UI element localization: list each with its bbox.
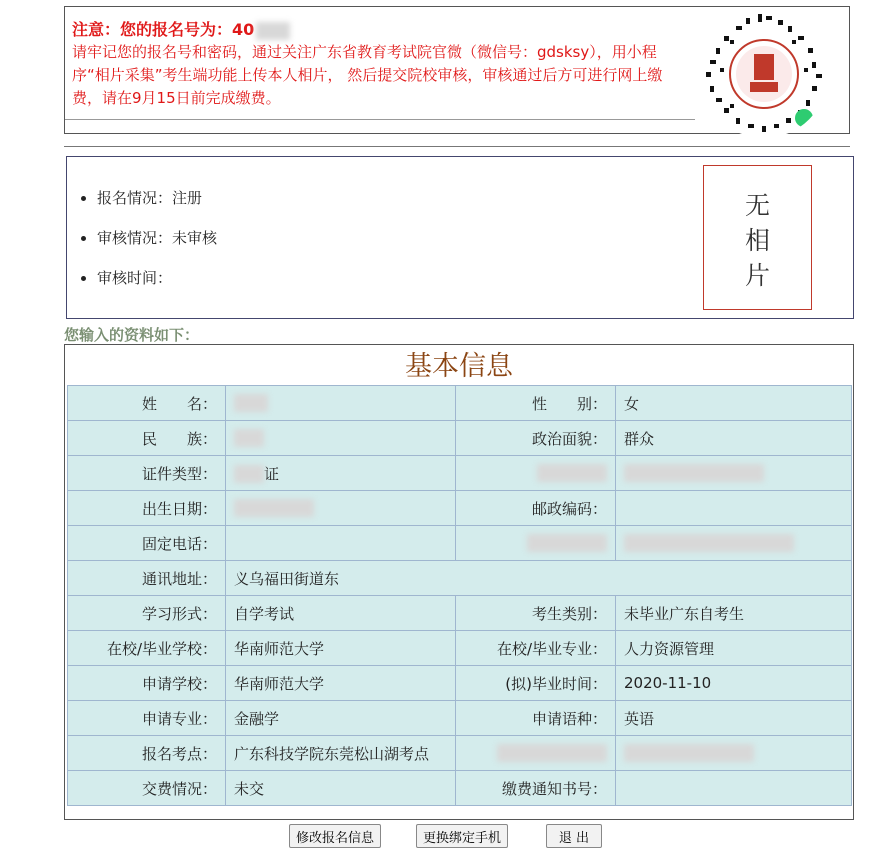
modify-registration-button[interactable]: 修改报名信息: [289, 824, 381, 848]
table-row: [68, 491, 852, 526]
table-row: [68, 631, 852, 666]
table-row: [68, 526, 852, 561]
registration-status-panel: [66, 156, 854, 319]
status-registration: • 报名情况：注册: [97, 175, 217, 215]
label-graduation-time: (拟)毕业时间：: [456, 666, 616, 701]
exit-button[interactable]: 退 出: [546, 824, 602, 848]
table-row: [68, 701, 852, 736]
table-row: [68, 736, 852, 771]
value-mobile: [616, 526, 852, 561]
label-school: 在校/毕业学校：: [68, 631, 226, 666]
value-graduation-time: 2020-11-10: [616, 666, 852, 701]
label-payment-notice: 缴费通知书号：: [456, 771, 616, 806]
value-postcode: [616, 491, 852, 526]
value-school: 华南师范大学: [226, 631, 456, 666]
label-address: 通讯地址：: [68, 561, 226, 596]
change-phone-button[interactable]: 更换绑定手机: [416, 824, 508, 848]
value-birthdate: [226, 491, 456, 526]
notice-divider: [65, 119, 695, 120]
value-candidate-type: 未毕业广东自考生: [616, 596, 852, 631]
label-political: 政治面貌：: [456, 421, 616, 456]
basic-info-panel: [64, 344, 854, 820]
status-review: • 审核情况：未审核: [97, 215, 217, 255]
data-intro-heading: 您输入的资料如下：: [64, 326, 200, 344]
label-apply-school: 申请学校：: [68, 666, 226, 701]
notice-body: 请牢记您的报名号和密码，通过关注广东省教育考试院官微（微信号：gdsksy），用小程序“相片采集”考生端功能上传本人相片， 然后提交院校审核，审核通过后方可进行网上缴费，请在9月15日前完成缴费。: [72, 43, 663, 107]
label-name: 姓 名：: [68, 386, 226, 421]
value-study-form: 自学考试: [226, 596, 456, 631]
no-photo-placeholder: 无 相 片: [703, 165, 812, 310]
registration-number-heading: 注意：您的报名号为：40: [72, 17, 290, 40]
label-exam-site-code: [456, 736, 616, 771]
label-birthdate: 出生日期：: [68, 491, 226, 526]
value-payment-status: 未交: [226, 771, 456, 806]
label-candidate-type: 考生类别：: [456, 596, 616, 631]
label-gender: 性 别：: [456, 386, 616, 421]
label-id-number: [456, 456, 616, 491]
table-row: [68, 596, 852, 631]
basic-info-title: 基本信息: [405, 351, 513, 382]
table-row: [68, 421, 852, 456]
value-id-number: [616, 456, 852, 491]
label-exam-site: 报名考点：: [68, 736, 226, 771]
basic-info-table: [67, 385, 852, 806]
label-id-type: 证件类型：: [68, 456, 226, 491]
table-row: [68, 386, 852, 421]
wechat-miniprogram-qr-icon: [700, 10, 828, 138]
table-row: [68, 561, 852, 596]
table-row: [68, 456, 852, 491]
value-payment-notice: [616, 771, 852, 806]
value-landline: [226, 526, 456, 561]
label-study-form: 学习形式：: [68, 596, 226, 631]
value-language: 英语: [616, 701, 852, 736]
value-apply-school: 华南师范大学: [226, 666, 456, 701]
label-apply-major: 申请专业：: [68, 701, 226, 736]
value-exam-site-code: [616, 736, 852, 771]
label-landline: 固定电话：: [68, 526, 226, 561]
status-review-time: • 审核时间：: [97, 255, 217, 295]
value-major: 人力资源管理: [616, 631, 852, 666]
table-row: [68, 666, 852, 701]
value-ethnicity: [226, 421, 456, 456]
label-major: 在校/毕业专业：: [456, 631, 616, 666]
value-apply-major: 金融学: [226, 701, 456, 736]
label-mobile: [456, 526, 616, 561]
label-ethnicity: 民 族：: [68, 421, 226, 456]
value-gender: 女: [616, 386, 852, 421]
value-id-type: 证: [226, 456, 456, 491]
value-political: 群众: [616, 421, 852, 456]
label-language: 申请语种：: [456, 701, 616, 736]
label-payment-status: 交费情况：: [68, 771, 226, 806]
value-name: [226, 386, 456, 421]
value-address: 义乌福田街道东: [226, 561, 852, 596]
label-postcode: 邮政编码：: [456, 491, 616, 526]
section-divider: [64, 146, 850, 147]
value-exam-site: 广东科技学院东莞松山湖考点: [226, 736, 456, 771]
table-row: [68, 771, 852, 806]
